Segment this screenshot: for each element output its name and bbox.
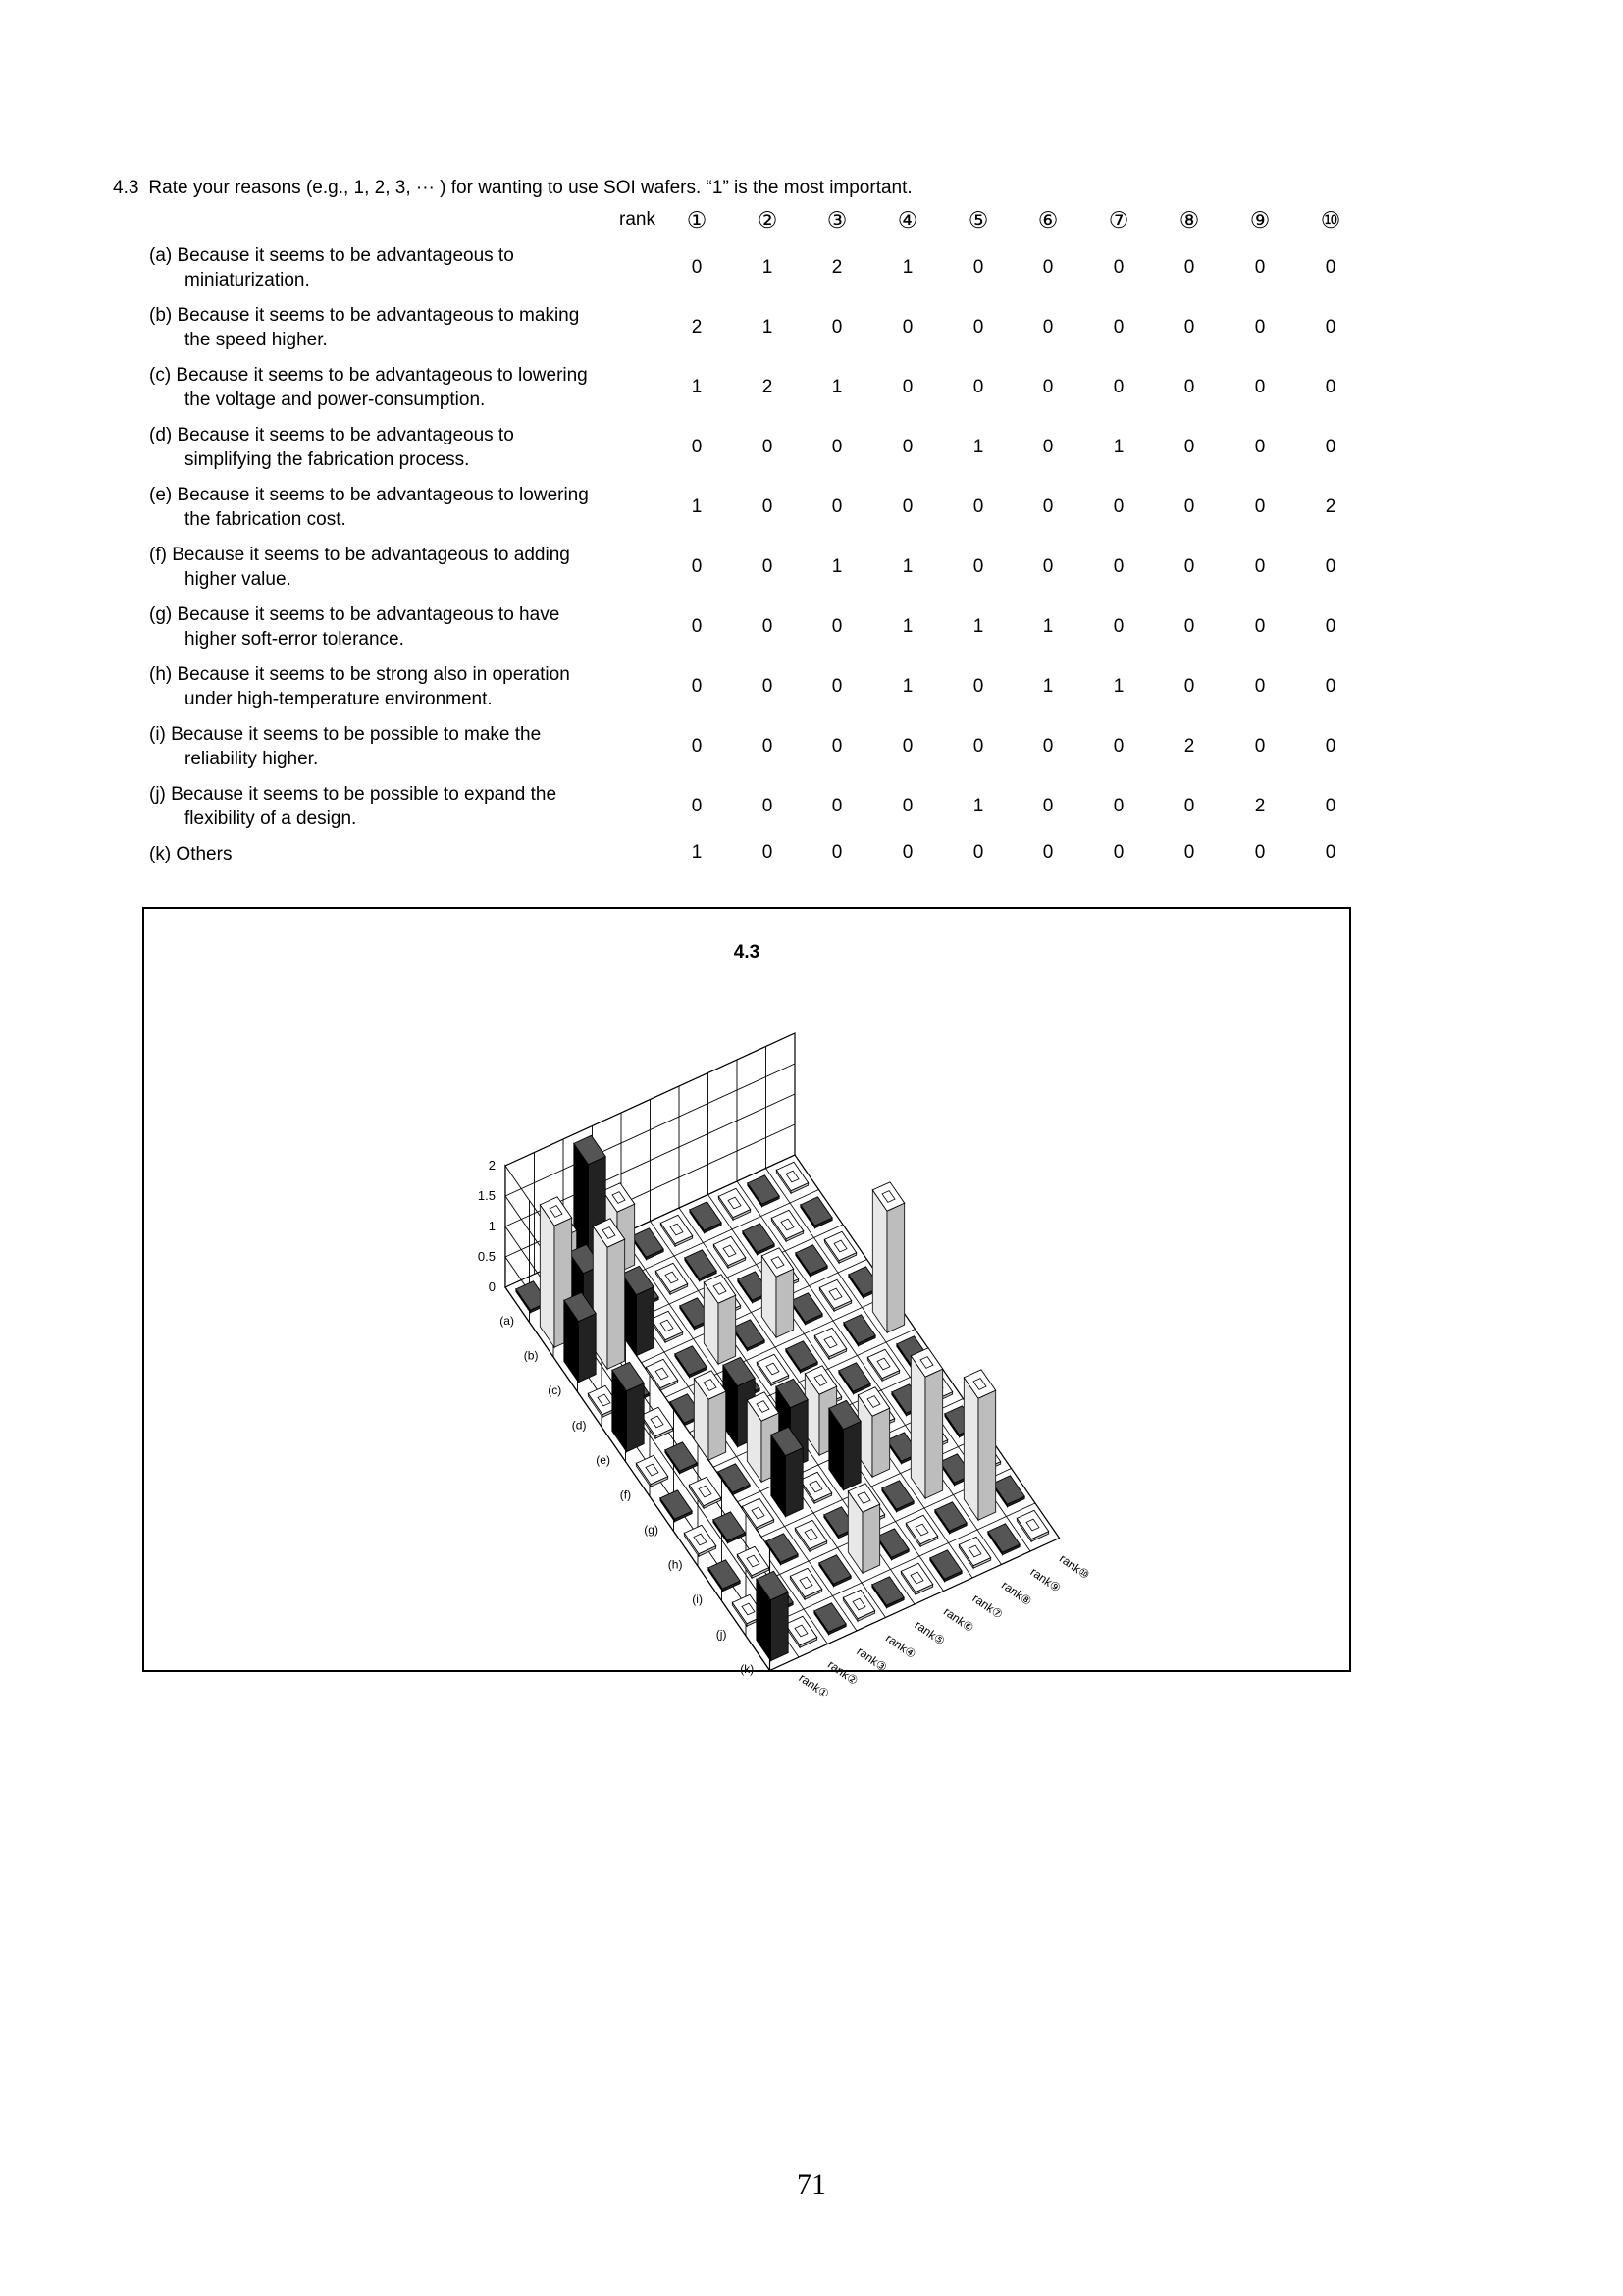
reason-row-label xyxy=(149,662,659,711)
z-tick-label: 0.5 xyxy=(477,1249,496,1264)
table-cell: 0 xyxy=(972,676,984,697)
bar-front xyxy=(776,1269,794,1337)
table-cell: 0 xyxy=(831,496,843,517)
table-cell: 0 xyxy=(1042,257,1054,278)
table-cell: 0 xyxy=(1183,437,1195,457)
table-cell: 0 xyxy=(902,377,914,397)
table-cell: 0 xyxy=(972,556,984,577)
category-label: (j) xyxy=(715,1627,727,1642)
page-number: 71 xyxy=(797,2168,826,2201)
rank-header-5: ⑤ xyxy=(968,207,989,233)
reason-line-2: higher value. xyxy=(184,569,291,590)
table-cell: 0 xyxy=(1325,377,1336,397)
table-cell: 0 xyxy=(1254,736,1266,757)
table-cell: 0 xyxy=(691,796,703,816)
bar-front xyxy=(844,1422,862,1490)
z-tick-label: 1.5 xyxy=(477,1188,496,1203)
table-cell: 0 xyxy=(1254,616,1266,637)
bar xyxy=(564,1292,596,1382)
table-cell: 1 xyxy=(831,556,843,577)
rank-header-4: ④ xyxy=(897,207,918,233)
table-cell: 1 xyxy=(831,377,843,397)
reason-line-1: (g) Because it seems to be advantageous to have xyxy=(149,604,560,625)
table-cell: 0 xyxy=(902,437,914,457)
bar xyxy=(694,1371,725,1460)
table-cell: 0 xyxy=(1113,317,1125,338)
table-cell: 0 xyxy=(761,616,773,637)
table-cell: 2 xyxy=(761,377,773,397)
bar-side xyxy=(964,1378,978,1520)
table-cell: 0 xyxy=(972,377,984,397)
table-cell: 1 xyxy=(1113,676,1125,697)
table-cell: 0 xyxy=(1183,676,1195,697)
bar xyxy=(771,1427,803,1516)
bar xyxy=(704,1275,735,1364)
table-cell: 1 xyxy=(902,257,914,278)
table-cell: 0 xyxy=(1042,736,1054,757)
table-cell: 0 xyxy=(1042,796,1054,816)
table-cell: 2 xyxy=(831,257,843,278)
table-cell: 0 xyxy=(1183,796,1195,816)
reason-line-1: (f) Because it seems to be advantageous to adding xyxy=(149,545,570,565)
table-cell: 0 xyxy=(902,317,914,338)
category-label: (h) xyxy=(667,1557,683,1572)
bar-front xyxy=(887,1203,905,1332)
reason-line-2: higher soft-error tolerance. xyxy=(184,629,404,650)
table-cell: 0 xyxy=(1113,377,1125,397)
bar xyxy=(593,1219,624,1369)
table-cell: 0 xyxy=(1042,317,1054,338)
table-cell: 0 xyxy=(831,676,843,697)
table-cell: 0 xyxy=(831,437,843,457)
rank-header-7: ⑦ xyxy=(1108,207,1129,233)
table-cell: 0 xyxy=(1325,616,1336,637)
table-cell: 0 xyxy=(1325,736,1336,757)
table-cell: 0 xyxy=(831,317,843,338)
series-label: rank③ xyxy=(854,1644,890,1675)
reason-line-2: reliability higher. xyxy=(184,749,319,769)
question-prompt: Rate your reasons (e.g., 1, 2, 3, ··· ) for wanting to use SOI wafers. “1” is the most important. xyxy=(148,178,913,198)
reason-line-1: (c) Because it seems to be advantageous to lowering xyxy=(149,365,588,386)
series-label: rank⑦ xyxy=(969,1591,1006,1622)
series-label: rank⑨ xyxy=(1027,1564,1064,1595)
table-cell: 0 xyxy=(831,842,843,862)
table-cell: 0 xyxy=(1183,496,1195,517)
table-cell: 0 xyxy=(1183,377,1195,397)
bar-front xyxy=(771,1592,789,1661)
bar xyxy=(757,1571,788,1660)
rank-header-1: ① xyxy=(686,207,707,233)
bar-front xyxy=(872,1408,890,1477)
question-number: 4.3 xyxy=(113,178,139,198)
table-cell: 0 xyxy=(1042,437,1054,457)
bar-front xyxy=(607,1239,625,1369)
reason-line-1: (a) Because it seems to be advantageous to xyxy=(149,245,514,266)
table-cell: 0 xyxy=(1183,556,1195,577)
table-cell: 0 xyxy=(1325,676,1336,697)
table-cell: 0 xyxy=(761,796,773,816)
table-cell: 0 xyxy=(691,616,703,637)
series-label: rank⑥ xyxy=(941,1604,977,1636)
bar-front xyxy=(925,1369,943,1498)
table-cell: 0 xyxy=(972,257,984,278)
table-cell: 1 xyxy=(691,496,703,517)
bar xyxy=(964,1370,995,1520)
rank-header-9: ⑨ xyxy=(1249,207,1271,233)
table-cell: 0 xyxy=(902,796,914,816)
series-label: rank② xyxy=(825,1657,862,1689)
table-cell: 1 xyxy=(691,377,703,397)
table-cell: 0 xyxy=(972,496,984,517)
bar-front xyxy=(978,1390,996,1520)
table-cell: 0 xyxy=(1325,842,1336,862)
reason-line-2: the voltage and power-consumption. xyxy=(184,390,486,410)
bar xyxy=(829,1400,861,1489)
table-cell: 0 xyxy=(1254,556,1266,577)
reason-row-label xyxy=(149,543,659,592)
reason-row-label xyxy=(149,602,659,652)
category-label: (c) xyxy=(548,1383,562,1397)
bar xyxy=(761,1248,793,1337)
table-cell: 0 xyxy=(761,736,773,757)
category-label: (d) xyxy=(571,1418,587,1433)
reason-line-1: (k) Others xyxy=(149,844,233,864)
table-cell: 0 xyxy=(831,616,843,637)
category-label: (k) xyxy=(740,1661,755,1676)
table-cell: 0 xyxy=(1183,842,1195,862)
bar-front xyxy=(627,1383,645,1452)
table-cell: 0 xyxy=(1183,257,1195,278)
table-cell: 0 xyxy=(1113,257,1125,278)
table-cell: 1 xyxy=(761,257,773,278)
bar-front xyxy=(718,1295,736,1364)
bar-front xyxy=(863,1504,880,1573)
table-cell: 0 xyxy=(1325,796,1336,816)
bar-front xyxy=(786,1448,804,1517)
table-cell: 0 xyxy=(1042,556,1054,577)
table-cell: 1 xyxy=(972,796,984,816)
reason-line-2: the fabrication cost. xyxy=(184,509,346,530)
table-cell: 0 xyxy=(761,437,773,457)
table-cell: 1 xyxy=(972,616,984,637)
z-tick-label: 2 xyxy=(488,1158,496,1173)
reason-row-label xyxy=(149,303,659,352)
table-cell: 0 xyxy=(761,496,773,517)
table-cell: 0 xyxy=(1254,842,1266,862)
category-label: (g) xyxy=(644,1522,658,1537)
bar xyxy=(612,1362,644,1451)
table-cell: 0 xyxy=(761,842,773,862)
reason-line-1: (b) Because it seems to be advantageous to making xyxy=(149,305,580,326)
reason-line-1: (i) Because it seems to be possible to make the xyxy=(149,724,542,745)
table-cell: 1 xyxy=(902,616,914,637)
reason-row-label xyxy=(149,483,659,532)
table-cell: 0 xyxy=(1325,437,1336,457)
reason-row-label xyxy=(149,722,659,771)
table-cell: 0 xyxy=(902,496,914,517)
chart-title: 4.3 xyxy=(733,942,760,963)
bar xyxy=(911,1348,942,1498)
table-cell: 0 xyxy=(1042,377,1054,397)
table-cell: 0 xyxy=(691,556,703,577)
reason-row-label xyxy=(149,782,659,831)
bar-front xyxy=(579,1314,597,1383)
series-label: rank① xyxy=(796,1670,832,1701)
table-cell: 0 xyxy=(1183,616,1195,637)
reason-row-label xyxy=(149,423,659,472)
reason-line-2: the speed higher. xyxy=(184,330,328,350)
table-cell: 0 xyxy=(1113,796,1125,816)
reason-line-1: (d) Because it seems to be advantageous to xyxy=(149,425,514,445)
table-cell: 0 xyxy=(831,736,843,757)
table-cell: 0 xyxy=(691,736,703,757)
rank-header-10: ⑩ xyxy=(1320,207,1341,233)
table-cell: 0 xyxy=(691,676,703,697)
table-cell: 2 xyxy=(1254,796,1266,816)
rank-header-2: ② xyxy=(757,207,778,233)
reason-row-label xyxy=(149,842,659,866)
reason-line-2: simplifying the fabrication process. xyxy=(184,449,470,470)
bar-front xyxy=(708,1391,726,1460)
table-cell: 0 xyxy=(1254,257,1266,278)
table-cell: 0 xyxy=(972,842,984,862)
table-cell: 0 xyxy=(1113,616,1125,637)
category-label: (e) xyxy=(596,1452,610,1467)
category-label: (a) xyxy=(499,1313,514,1328)
table-cell: 0 xyxy=(972,317,984,338)
table-cell: 0 xyxy=(972,736,984,757)
table-cell: 0 xyxy=(1113,736,1125,757)
chart-frame xyxy=(142,907,1351,1701)
table-cell: 2 xyxy=(691,317,703,338)
table-cell: 1 xyxy=(761,317,773,338)
table-cell: 0 xyxy=(1254,496,1266,517)
table-cell: 0 xyxy=(1325,317,1336,338)
table-cell: 0 xyxy=(1113,496,1125,517)
table-cell: 1 xyxy=(972,437,984,457)
z-tick-label: 1 xyxy=(488,1219,496,1233)
bar-front xyxy=(637,1287,654,1356)
reason-line-1: (e) Because it seems to be advantageous to lowering xyxy=(149,485,589,505)
table-cell: 1 xyxy=(902,556,914,577)
table-cell: 0 xyxy=(761,556,773,577)
category-label: (f) xyxy=(619,1487,632,1502)
series-label: rank⑤ xyxy=(912,1617,948,1648)
series-label: rank⑧ xyxy=(999,1578,1035,1609)
reason-line-1: (h) Because it seems to be strong also in operation xyxy=(149,664,570,685)
table-cell: 0 xyxy=(691,437,703,457)
reason-row-label xyxy=(149,363,659,412)
rank-header-8: ⑧ xyxy=(1178,207,1200,233)
bar-chart-3d xyxy=(144,909,1349,1701)
table-cell: 0 xyxy=(902,736,914,757)
bar xyxy=(848,1484,879,1573)
bar xyxy=(872,1182,904,1332)
bar-side xyxy=(911,1356,925,1498)
reason-line-2: flexibility of a design. xyxy=(184,809,357,829)
reason-line-2: under high-temperature environment. xyxy=(184,689,493,709)
table-cell: 0 xyxy=(691,257,703,278)
table-cell: 0 xyxy=(1254,317,1266,338)
category-label: (i) xyxy=(692,1592,703,1606)
table-cell: 0 xyxy=(1254,437,1266,457)
table-cell: 1 xyxy=(1113,437,1125,457)
table-cell: 0 xyxy=(831,796,843,816)
question-text xyxy=(113,178,913,199)
table-cell: 1 xyxy=(1042,616,1054,637)
bar-side xyxy=(872,1190,887,1332)
bar-side xyxy=(540,1205,554,1347)
table-cell: 0 xyxy=(1254,377,1266,397)
table-cell: 0 xyxy=(1042,496,1054,517)
category-label: (b) xyxy=(523,1348,539,1363)
table-cell: 0 xyxy=(902,842,914,862)
rank-label: rank xyxy=(619,209,655,230)
series-label: rank④ xyxy=(883,1631,919,1662)
table-cell: 0 xyxy=(1254,676,1266,697)
table-cell: 1 xyxy=(902,676,914,697)
table-cell: 1 xyxy=(1042,676,1054,697)
table-cell: 2 xyxy=(1325,496,1336,517)
z-tick-label: 0 xyxy=(488,1279,496,1294)
table-cell: 1 xyxy=(691,842,703,862)
table-cell: 0 xyxy=(1113,842,1125,862)
table-cell: 0 xyxy=(1325,556,1336,577)
rank-header-3: ③ xyxy=(826,207,848,233)
table-cell: 0 xyxy=(1325,257,1336,278)
bar xyxy=(858,1387,889,1477)
rank-header-6: ⑥ xyxy=(1037,207,1059,233)
reason-row-label xyxy=(149,243,659,292)
reason-line-1: (j) Because it seems to be possible to expand the xyxy=(149,784,557,805)
table-cell: 0 xyxy=(1113,556,1125,577)
reason-line-2: miniaturization. xyxy=(184,270,310,290)
series-label: rank⑩ xyxy=(1057,1551,1093,1583)
table-cell: 0 xyxy=(1183,317,1195,338)
table-cell: 0 xyxy=(761,676,773,697)
table-cell: 2 xyxy=(1183,736,1195,757)
table-cell: 0 xyxy=(1042,842,1054,862)
bar xyxy=(622,1266,654,1355)
